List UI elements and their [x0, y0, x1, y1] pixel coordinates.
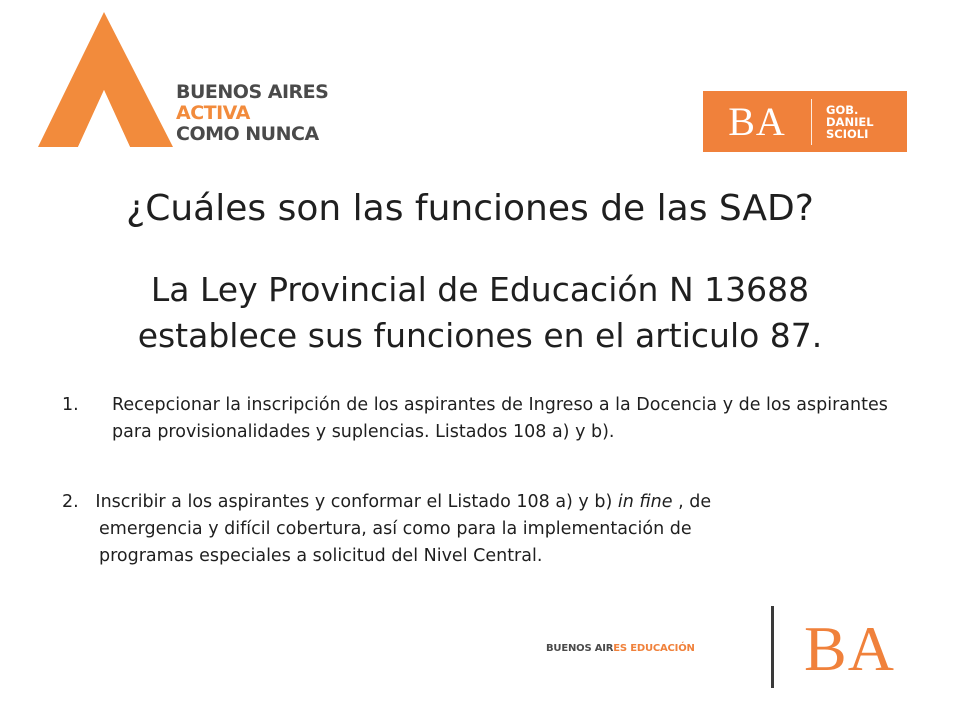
slide-title: ¿Cuáles son las funciones de las SAD? [126, 188, 814, 229]
list-item-text: Inscribir a los aspirantes y conformar el Listado 108 a) y b) [95, 492, 618, 512]
badge-gob-line-1: GOB. [826, 102, 859, 117]
list-item-text: Recepcionar la inscripción de los aspirantes de Ingreso a la Docencia y de los aspirantes para provisionalidades y suplencias. Listados 108 a) y b). [112, 395, 888, 442]
list-item-continuation-1: emergencia y difícil cobertura, así como para la implementación de [99, 519, 692, 539]
footer-brand-text [546, 643, 695, 654]
subtitle-line-1: La Ley Provincial de Educación N 13688 [150, 270, 810, 309]
slide-subtitle [0, 267, 960, 359]
list-item-first-line [62, 489, 922, 516]
footer-brand-gray: BUENOS AIR [546, 643, 614, 654]
logo-text [176, 82, 328, 145]
list-item-number: 2. [62, 492, 79, 512]
list-item-text-tail: , de [672, 492, 712, 512]
logo-line-1: BUENOS AIRES [176, 81, 329, 103]
logo-line-2: ACTIVA [176, 102, 250, 124]
list-item-italic: in fine [617, 492, 673, 512]
badge-gob-line-3: SCIOLI [826, 126, 869, 141]
footer-ba-logo: BA [804, 613, 895, 684]
list-item-number: 1. [62, 395, 79, 415]
logo-line-3: COMO NUNCA [176, 123, 319, 145]
badge-gob-text [812, 104, 874, 140]
list-item [62, 392, 922, 446]
footer-divider [771, 606, 774, 688]
buenos-aires-activa-logo-icon [38, 12, 173, 150]
badge-divider [811, 99, 812, 145]
list-item [62, 489, 922, 570]
gob-ba-badge [703, 91, 907, 152]
subtitle-line-2: establece sus funciones en el articulo 87. [137, 316, 823, 355]
badge-ba-text: BA [728, 99, 786, 144]
badge-gob-line-2: DANIEL [826, 114, 874, 129]
footer-brand-orange: ES EDUCACIÓN [613, 643, 695, 654]
list-item-continuation-2: programas especiales a solicitud del Nivel Central. [99, 546, 543, 566]
